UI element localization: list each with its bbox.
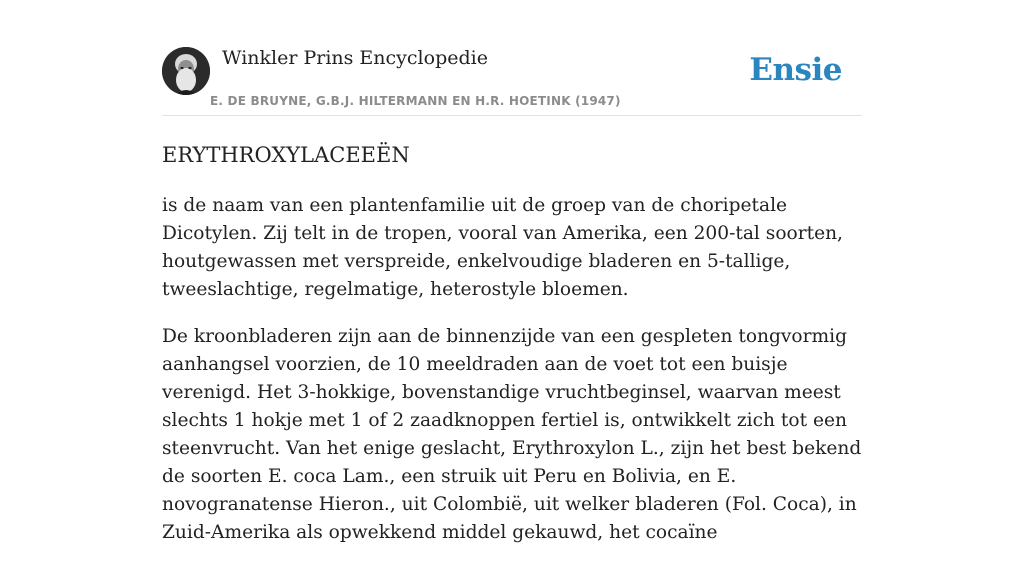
portrait-photo-icon: [162, 47, 210, 95]
ensie-logo[interactable]: Ensie: [749, 52, 842, 88]
header: [162, 0, 862, 116]
page: [162, 0, 862, 543]
author-avatar[interactable]: [162, 47, 210, 95]
article-body: [162, 192, 862, 566]
article-paragraph-2: De kroonbladeren zijn aan de binnenzijde van een gespleten tongvormig aanhangsel voorzien, de 10 meeldraden aan de voet tot een buisje verenigd. Het 3-hokkige, bovenstandige vruchtbeginsel, waarvan meest slechts 1 hokje met 1 of 2 zaadknoppen fertiel is, ontwikkelt zich tot een steenvrucht. Van het enige geslacht, Erythroxylon L., zijn het best bekend de soorten E. coca Lam., een struik uit Peru en Bolivia, en E. novogranatense Hieron., uit Colombië, uit welker bladeren (Fol. Coca), in Zuid-Amerika als opwekkend middel gekauwd, het cocaïne: [162, 326, 862, 543]
article-title: ERYTHROXYLACEEËN: [162, 143, 410, 167]
source-title[interactable]: Winkler Prins Encyclopedie: [222, 47, 488, 69]
article-paragraph-1: is de naam van een plantenfamilie uit de groep van de choripetale Dicotylen. Zij telt in de tropen, vooral van Amerika, een 200-tal soorten, houtgewassen met verspreide, enkelvoudige bladeren en 5-tallige, tweeslachtige, regelmatige, heterostyle bloemen.: [162, 195, 843, 300]
source-authors: E. DE BRUYNE, G.B.J. HILTERMANN EN H.R. HOETINK (1947): [210, 94, 621, 108]
